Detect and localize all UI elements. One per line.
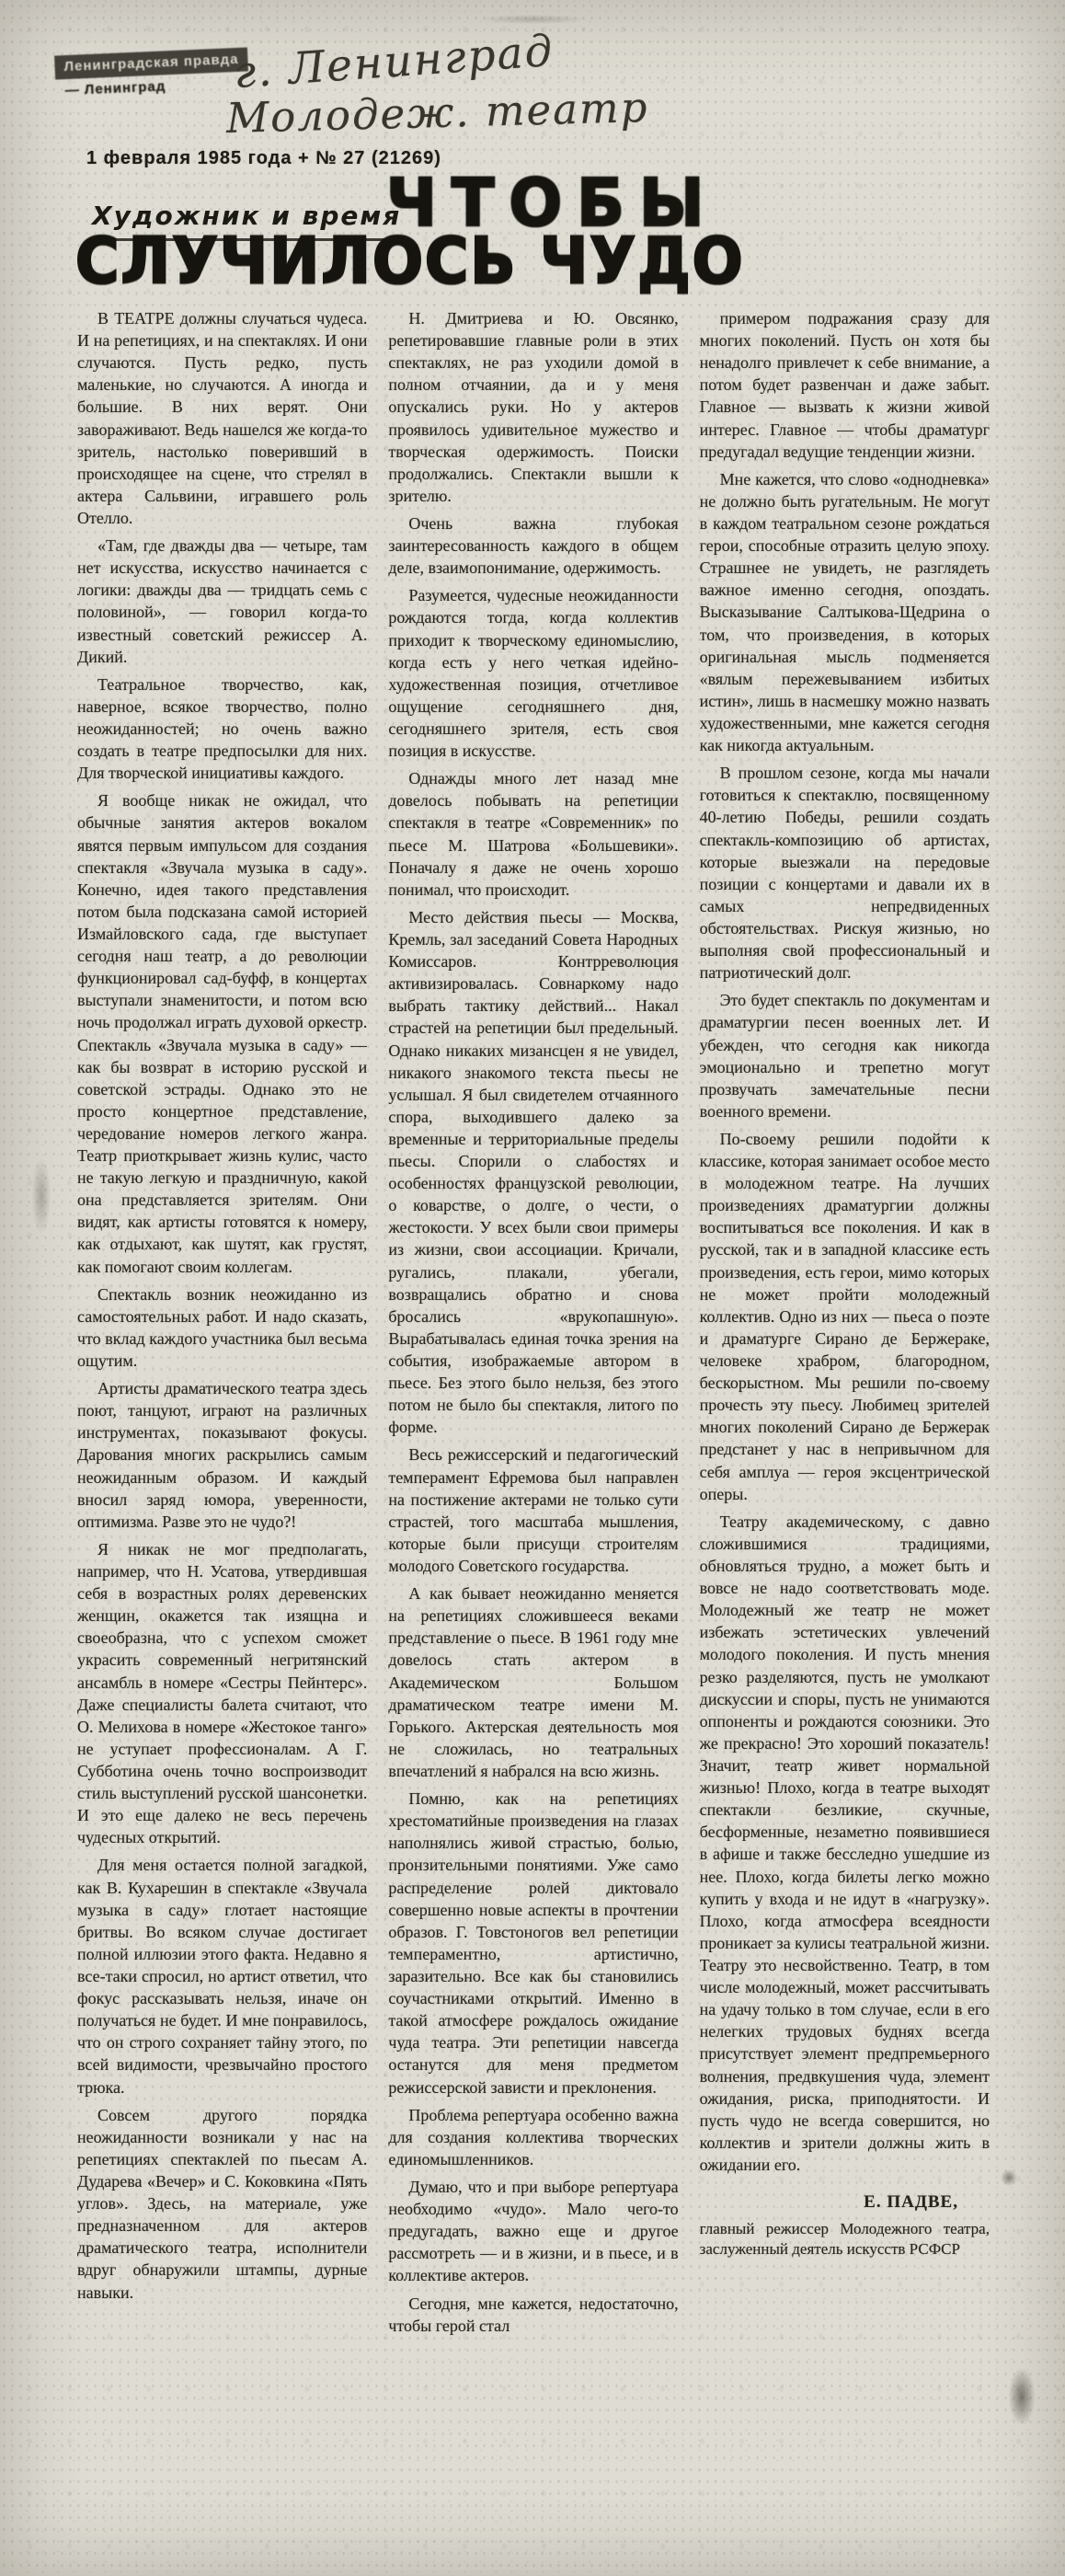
paragraph: А как бывает неожиданно меняется на репетициях сложившееся веками представление о пьесе. В 1961 году мне довелось стать актером в Академическом Большом драматическом театре имени М. Горького. Актерская деятельность моя не сложилась, но театральных впечатлений я набрался на всю жизнь. [388,1584,679,1780]
scan-smudge [1002,2355,1041,2438]
article-column-2 [388,307,678,2543]
scan-smudge [460,13,607,26]
paragraph: Театру академическому, с давно сложившимися традициями, обновляться трудно, а может быть и вовсе не надо соответствовать моде. Молодежный же театр не может избежать эстетических увлечений молодого поколения. И пусть мнения резко разделяются, пусть не умолкают дискуссии и споры, пусть не унимаются оппоненты и рождаются союзники. Это же прекрасно! Это хороший показатель! Значит, театр живет нормальной жизнью! Плохо, когда в театре выходят спектакли безликие, скучные, бесформенные, незаметно появившиеся в афише и также бесследно ушедшие из нее. Плохо, когда билеты легко можно купить у входа и не идут в «нагрузку». Плохо, когда атмосфера всеядности проникает за кулисы театральной жизни. Театру это несвойственно. Театр, в том числе молодежный, может рассчитывать на удачу только в том случае, если в его нелегких трудовых буднях всегда присутствует элемент предпремьерного волнения, предвкушения чуда, элемент ожидания, риска, приподнятости. И пусть чудо не всегда совершится, но коллектив и зрители должны жить в ожидании его. [699,1512,990,2174]
column-3-paragraphs [700,307,990,2176]
article-column-3 [700,307,990,2543]
paragraph: Весь режиссерский и педагогический темперамент Ефремова был направлен на постижение актерами не только сути страстей, того масштаба мышления, которые были присущи строителям молодого Советского государства. [388,1445,679,1576]
stamp-title: Ленинградская правда [54,47,248,79]
paragraph: Место действия пьесы — Москва, Кремль, зал заседаний Совета Народных Комиссаров. Контрреволюция активизировалась. Совнаркому надо выбрать тактику действий... Накал страстей на репетиции был предельный. Однако никаких мизансцен я не увидел, никакого знакомого текста пьесы не услышал. Я был свидетелем отчаянного спора, выходившего далеко за временные и территориальные пределы пьесы. Спорили о слабостях и особенностях французской революции, о коварстве, о долге, о чести, о жестокости. У всех были свои примеры из жизни, свои ассоциации. Кричали, ругались, плакали, убегали, возвращались обратно и снова бросались «врукопашную». Вырабатывалась единая точка зрения на события, изображаемые автором в пьесе. Без этого было нельзя, без этого потом не было бы спектакля, литого по форме. [388,907,679,1437]
paragraph: Н. Дмитриева и Ю. Овсянко, репетировавшие главные роли в этих спектаклях, не раз уходили домой в полном отчаянии, да и у меня опускались руки. Но у актеров проявилось удивительное мужество и творческая одержимость. Поиски продолжались. Спектакли вышли к зрителю. [388,309,679,505]
paragraph: Я вообще никак не ожидал, что обычные занятия актеров вокалом явятся первым импульсом для создания спектакля «Звучала музыка в саду». Конечно, идея такого представления потом была подсказана самой историей Измайловского сада, где выступает сегодня наш театр, а до революции функционировал сад-буфф, в концертах выступали знаменитости, и потом всю ночь продолжал играть духовой оркестр. Спектакль «Звучала музыка в саду» — как бы возврат в историю русской и советской эстрады. Однако это не просто концертное представление, чередование номеров легкого жанра. Театр приоткрывает жизнь кулис, часто не такую легкую и праздничную, какой она представляется зрителям. Они видят, как артисты готовятся к номеру, как отдыхают, как шутят, как грустят, как помогают своим коллегам. [77,791,368,1276]
dateline: 1 февраля 1985 года + № 27 (21269) [86,148,441,168]
signature-title: главный режиссер Молодежного театра, заслуженный деятель искусств РСФСР [699,2219,990,2259]
paragraph: «Там, где дважды два — четыре, там нет искусства, искусство начинается с логики: дважды два — тридцать семь с половиной», — говорил когда-то известный советский режиссер А. Дикий. [77,536,368,666]
paragraph: Театральное творчество, как, наверное, всякое творчество, полно неожиданностей; но очень важно создать в театре предпосылки для них. Для творческой инициативы каждого. [77,674,368,783]
article-body [77,307,990,2543]
headline-line2: СЛУЧИЛОСЬ ЧУДО [75,224,745,299]
paragraph: Сегодня, мне кажется, недостаточно, чтобы герой стал [388,2294,679,2335]
paragraph: Я никак не мог предполагать, например, что Н. Усатова, утвердившая себя в возрастных ролях деревенских женщин, окажется так изящна и своеобразна, что с успехом сможет украсить современный негритянский ансамбль в номере «Сестры Пейнтерс». Даже специалисты балета считают, что О. Мелихова в номере «Жестокое танго» не уступает профессионалам. А Г. Субботина очень точно воспроизводит стиль выступлений русской шансонетки. И это еще далеко не весь перечень чудесных открытий. [77,1539,368,1847]
press-stamp [54,47,249,99]
article-column-1 [77,307,367,2543]
paragraph: Разумеется, чудесные неожиданности рождаются тогда, когда коллектив приходит к творческому единомыслию, когда есть у него четкая идейно-художественная позиция, отчетливое ощущение сегодняшнего дня, сегодняшнего зрителя, есть своя позиция в искусстве. [388,586,679,761]
paragraph: Это будет спектакль по документам и драматургии песен военных лет. И убежден, что сегодня как никогда эмоционально и трепетно могут прозвучать замечательные песни военного времени. [699,991,990,1121]
paragraph: Очень важна глубокая заинтересованность каждого в общем деле, взаимопонимание, одержимость. [388,513,679,578]
headline-line1: ЧТОБЫ [386,165,719,242]
paragraph: В ТЕАТРЕ должны случаться чудеса. И на репетициях, и на спектаклях. И они случаются. Пусть редко, пусть маленькие, но случаются. А иногда и большие. В них верят. Они завораживают. Ведь нашелся же когда-то зритель, настолько поверивший в происходящее на сцене, что стрелял в актера Сальвини, игравшего роль Отелло. [77,309,368,527]
rubric: Художник и время [92,201,401,241]
stamp-city: — Ленинград [64,78,166,98]
paragraph: Артисты драматического театра здесь поют, танцуют, играют на различных инструментах, показывают фокусы. Дарования многих раскрылись самым неожиданным образом. И каждый вносил заряд юмора, уверенности, оптимизма. Разве это не чудо?! [77,1379,368,1531]
paragraph: Однажды много лет назад мне довелось побывать на репетиции спектакля в театре «Современник» по пьесе М. Шатрова «Большевики». Поначалу я даже не очень хорошо понимал, что происходит. [388,769,679,899]
paragraph: По-своему решили подойти к классике, которая занимает особое место в молодежном театре. На лучших произведениях драматургии должны воспитываться все поколения. И как в русской, так и в западной классике есть произведения, есть герои, мимо которых не может пройти молодежный коллектив. Одно из них — пьеса о поэте и драматурге Сирано де Бержераке, человеке храбром, благородном, бескорыстном. Мы решили по-своему прочесть эту пьесу. Любимец зрителей многих поколений Сирано де Бержерак предстанет у нас в непривычном для себя амплуа — героя эксцентрической оперы. [699,1129,990,1503]
handwritten-theater-note: Молодеж. театр [225,82,650,144]
paragraph: примером подражания сразу для многих поколений. Пусть он хотя бы ненадолго привлечет к себе внимание, а потом будет развенчан и даже забыт. Главное — вызвать к жизни живой интерес. Главное — чтобы драматург предугадал ведущие тенденции жизни. [699,309,990,461]
paragraph: В прошлом сезоне, когда мы начали готовиться к спектаклю, посвященному 40-летию Победы, решили создать спектакль-композицию об артистах, которые выезжали на передовые позиции с концертами и давали их в самых непредвиденных обстоятельствах. Рискуя жизнью, но выполняя свой профессиональный и патриотический долг. [699,764,990,983]
paragraph: Совсем другого порядка неожиданности возникали у нас на репетициях спектаклей по пьесам А. Дударева «Вечер» и С. Коковкина «Пять углов». Здесь, на материале, уже предназначенном для актеров драматического театра, исполнители вдруг обнаружили штампы, дурные навыки. [77,2105,368,2302]
paragraph: Спектакль возник неожиданно из самостоятельных работ. И надо сказать, что вклад каждого участника был весьма ощутим. [77,1284,368,1371]
paragraph: Проблема репертуара особенно важна для создания коллектива творческих единомышленников. [388,2105,679,2168]
paragraph: Помню, как на репетициях хрестоматийные произведения на глазах наполнялись живой страстью, болью, пронзительными понятиями. Уже само распределение ролей диктовало совершенно новые аспекты в прочтении образов. Г. Товстоногов вел репетиции темпераментно, артистично, заразительно. Все как бы становились соучастниками открытий. Именно в такой атмосфере рождалось ожидание чуда театра. Эти репетиции навсегда останутся для меня предметом режиссерской зависти и преклонения. [388,1789,679,2097]
scan-smudge [28,1141,55,1251]
handwritten-city-note: г. Ленинград [232,25,556,99]
paragraph: Думаю, что и при выборе репертуара необходимо «чудо». Мало чего-то предугадать, важно еще и другое рассмотреть — и в жизни, и в пьесе, и в коллективе актеров. [388,2177,679,2285]
paragraph: Для меня остается полной загадкой, как В. Кухарешин в спектакле «Звучала музыка в саду» глотает настоящие бритвы. Во всяком случае достигает полной иллюзии этого факта. Недавно я все-таки спросил, но артист ответил, что фокус рассказывать нельзя, иначе он получаться не будет. И мне понравилось, что он строго сохраняет тайну этого, по всей видимости, чрезвычайно простого трюка. [77,1856,368,2097]
signature-name: Е. ПАДВЕ, [864,2192,958,2213]
paragraph: Мне кажется, что слово «однодневка» не должно быть ругательным. Не могут в каждом театральном сезоне рождаться герои, способные отразить целую эпоху. Страшнее не увидеть, не разглядеть важное именно сегодня, опоздать. Высказывание Салтыкова-Щедрина о том, что произведения, в которых оригинальная мысль подменяется «вялым пережевыванием избитых истин», лишь в насмешку можно назвать художественными, мне кажется сегодня как никогда актуальным. [699,469,990,755]
scan-smudge [997,2166,1021,2190]
